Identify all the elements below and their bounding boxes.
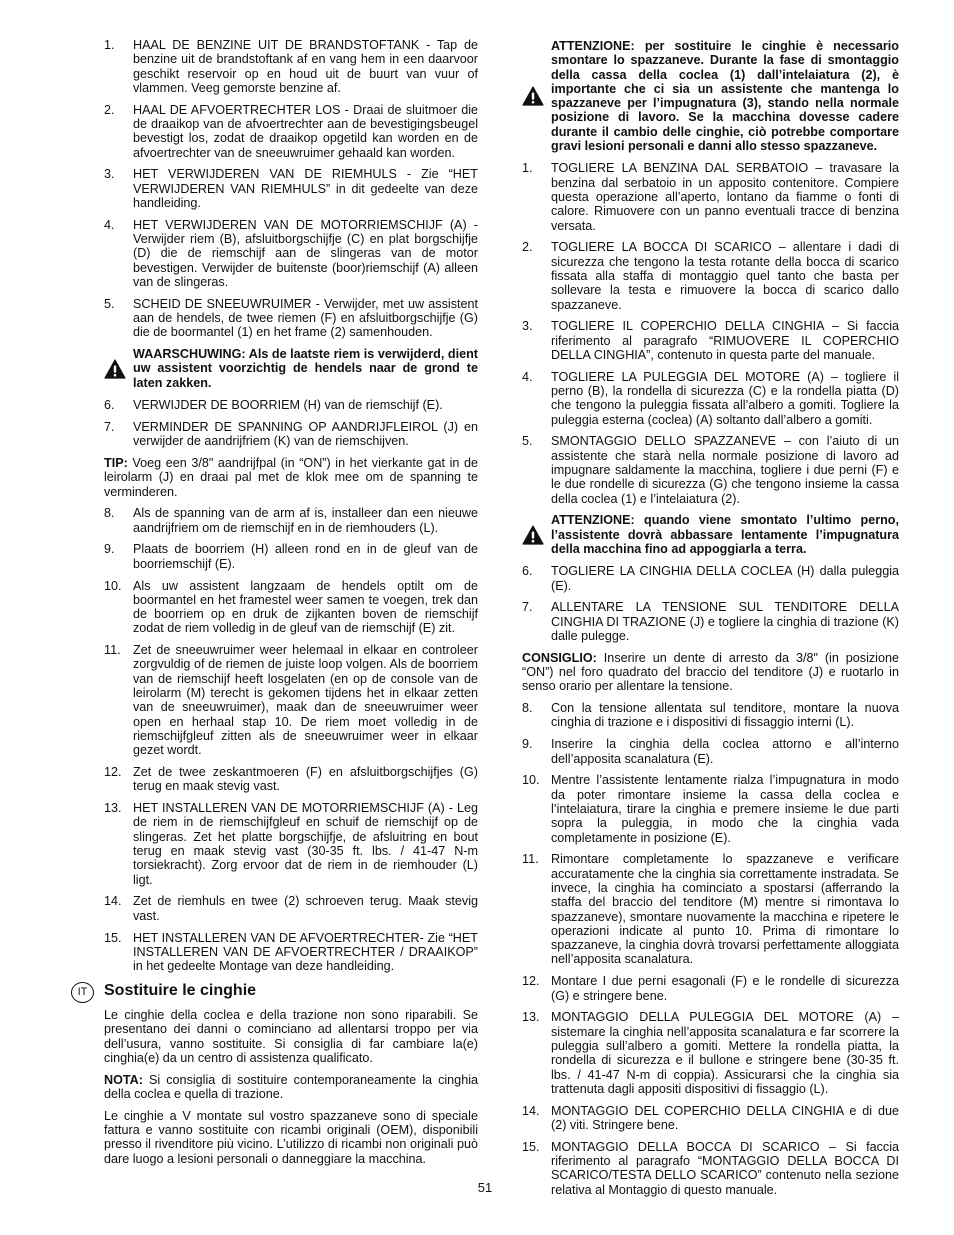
- step-text: TOGLIERE LA CINGHIA DELLA COCLEA (H) dalla puleggia (E).: [551, 564, 899, 593]
- step-number: 1.: [104, 38, 115, 52]
- step-item: [522, 852, 899, 966]
- step-number: 15.: [104, 930, 122, 945]
- step-text: SMONTAGGIO DELLO SPAZZANEVE – con l’aiuto di un assistente che starà nella normale posizione di lavoro ad impugnare saldamente la macchina, togliere i due perni (F) e le due rondelle di sicurezza (G) che tengono insieme la cassa della coclea (1) e l’intelaiatura (2).: [551, 434, 899, 506]
- step-item: [104, 931, 478, 974]
- step-text: HET VERWIJDEREN VAN DE MOTORRIEMSCHIJF (A) - Verwijder riem (B), afsluitborgschijfje (C) en plat borgschijfje (D) die de riemschijf aan de slingeras van de motor bevestigen. Verwijder de buitenste (boor)riemschijf (A) alleen van de slingeras.: [133, 217, 478, 289]
- step-text: MONTAGGIO DELLA PULEGGIA DEL MOTORE (A) – sistemare la cinghia nell’apposita scanalatura e far scorrere la puleggia sull’albero a gomiti. Mettere la rondella piatta, la rondella di sicurezza e il bullone e stringere bene (30-35 ft. lbs. / 41-47 N-m di coppia). Assicurarsi che la cinghia sia trattenuta dagli appositi dispositivi di fissaggio (L).: [551, 1010, 899, 1096]
- step-item: [104, 103, 478, 160]
- step-number: 4.: [522, 369, 533, 384]
- step-text: Zet de twee zeskantmoeren (F) en afsluitborgschijfjes (G) terug en maak stevig vast.: [133, 765, 478, 794]
- step-item: [104, 801, 478, 887]
- tip-text: Voeg een 3/8" aandrijfpal (in “ON”) in het vierkante gat in de leirolarm (J) en draai pal met de klok mee om de spanning te verminderen.: [104, 455, 478, 499]
- step-number: 3.: [104, 167, 115, 182]
- step-item: [522, 737, 899, 766]
- consiglio-paragraph: [522, 651, 899, 694]
- step-number: 14.: [104, 894, 122, 909]
- step-text: Als uw assistent langzaam de hendels optilt om de boormantel en het framestel weer samen te voegen, trek dan de boorriem op en druk de zijkanten boven de riemschijf zodat de riem volledig in de gleuf van de riemschijf (E) zit.: [133, 578, 478, 636]
- warning-it-2-text: ATTENZIONE: quando viene smontato l’ultimo perno, l’assistente dovrà abbassare lentamente l’impugnatura della macchina fino ad appoggiarla a terra.: [551, 513, 899, 556]
- step-text: MONTAGGIO DEL COPERCHIO DELLA CINGHIA e di due (2) viti. Stringere bene.: [551, 1103, 899, 1132]
- tip-label: TIP:: [104, 455, 128, 470]
- step-item: [104, 297, 478, 340]
- step-text: Zet de sneeuwruimer weer helemaal in elkaar en controleer zorgvuldig of de riemen de juiste loop volgen. Als de boorriem van de riemschijf heeft losgelaten (en op de console van de leirolarm (M) terecht is gekomen tijdens het in elkaar zetten van de sneeuwruimer), maak dan de sneeuwruimer weer open en herhaal stap 10. De riem moet volledig in de riemschijfgleuf zitten als de sneeuwruimer weer in elkaar gezet wordt.: [133, 643, 478, 758]
- step-text: Als de spanning van de arm af is, installeer dan een nieuwe aandrijfriem om de riemschijf en in de riemhouders (L).: [133, 506, 478, 535]
- step-text: TOGLIERE IL COPERCHIO DELLA CINGHIA – Si faccia riferimento al paragrafo “RIMUOVERE IL COPERCHIO DELLA CINGHIA”, contenuto in questa parte del manuale.: [551, 319, 899, 362]
- step-text: HAAL DE AFVOERTRECHTER LOS - Draai de sluitmoer die de draaikop van de afvoertrechter aan de bevestigingsbeugel bevestigt los, zodat de draaikop opgetild kan worden en de afvoertrechter van de sneeuwruimer gehaald kan worden.: [133, 102, 478, 160]
- step-item: [104, 643, 478, 757]
- step-text: Zet de riemhuls en twee (2) schroeven terug. Maak stevig vast.: [133, 894, 478, 923]
- step-number: 14.: [522, 1103, 540, 1118]
- step-text: Con la tensione allentata sul tenditore, montare la nuova cinghia di trazione e i dispositivi di fissaggio interni (L).: [551, 701, 899, 730]
- warning-it-1: [522, 39, 899, 153]
- steps-list-nl-b: [104, 398, 478, 448]
- step-number: 8.: [522, 701, 533, 716]
- warning-nl: [104, 347, 478, 390]
- step-item: [522, 161, 899, 232]
- step-item: [104, 420, 478, 449]
- section-title: Sostituire le cinghie: [104, 981, 257, 999]
- warning-icon: [104, 359, 126, 379]
- step-item: [522, 701, 899, 730]
- steps-list-it-b: [522, 564, 899, 643]
- step-number: 6.: [104, 398, 115, 413]
- step-item: [522, 1010, 899, 1096]
- step-text: SCHEID DE SNEEUWRUIMER - Verwijder, met uw assistent aan de hendels, de twee riemen (F) en afsluitborgschijfje (G) die de boormantel (1) en het frame (2) samenhouden.: [133, 296, 478, 340]
- step-item: [104, 38, 478, 95]
- warning-icon: [522, 525, 544, 545]
- tip-paragraph: [104, 456, 478, 499]
- step-number: 4.: [104, 217, 115, 232]
- warning-it-2: [522, 513, 899, 556]
- step-text: VERMINDER DE SPANNING OP AANDRIJFLEIROL (J) en verwijder de aandrijfriem (K) van de riemschijven.: [133, 419, 478, 449]
- consiglio-label: CONSIGLIO:: [522, 650, 597, 665]
- step-text: MONTAGGIO DELLA BOCCA DI SCARICO – Si faccia riferimento al paragrafo “MONTAGGIO DELLA BOCCA DI SCARICO/TESTA DELLO SCARICO” contenuto nella sezione relativa al Montaggio di questo manuale.: [551, 1139, 899, 1197]
- step-text: TOGLIERE LA PULEGGIA DEL MOTORE (A) – togliere il perno (B), la rondella di sicurezza (C) e la rondella piatta (D) che tengono la puleggia fissata all’albero a gomiti. Togliere la puleggia esterna (coclea) (A) soltanto dall’albero a gomiti.: [551, 369, 899, 427]
- step-number: 12.: [104, 765, 122, 780]
- step-item: [522, 319, 899, 362]
- step-text: HET INSTALLEREN VAN DE MOTORRIEMSCHIJF (A) - Leg de riem in de riemschijfgleuf en schuif de riemschijf op de slingeras. Zet het platte borgschijfje, de afsluitring en bout terug en maak stevig vast (30-35 ft. lbs. / 41-47 N-m torsiekracht). Zorg ervoor dat de riem in de riemhouder (L) ligt.: [133, 801, 478, 887]
- warning-icon: [522, 86, 544, 106]
- step-item: [104, 167, 478, 210]
- step-number: 8.: [104, 506, 115, 521]
- step-number: 13.: [104, 801, 122, 816]
- nota-paragraph: [104, 1073, 478, 1102]
- step-text: HET VERWIJDEREN VAN DE RIEMHULS - Zie “HET VERWIJDEREN VAN RIEMHULS” in dit gedeelte van deze handleiding.: [133, 167, 478, 210]
- step-number: 3.: [522, 319, 533, 334]
- step-number: 9.: [104, 542, 115, 557]
- step-text: Montare I due perni esagonali (F) e le rondelle di sicurezza (G) e stringere bene.: [551, 974, 899, 1003]
- step-item: [522, 1104, 899, 1133]
- step-number: 11.: [522, 852, 539, 867]
- left-column: [77, 38, 478, 1173]
- steps-list-nl-c: [104, 506, 478, 973]
- step-text: TOGLIERE LA BOCCA DI SCARICO – allentare i dadi di sicurezza che tengono la testa rotante della bocca di scarico fissata alla staffa di montaggio quel tanto che basta per sollevare la testa e rimuovere la bocca di scarico dallo spazzaneve.: [551, 240, 899, 312]
- step-text: Mentre l’assistente lentamente rialza l’impugnatura in modo da poter rimontare insieme la cassa della coclea e l’intelaiatura, tirare la cinghia e premere insieme le due parti sopra la puleggia, in modo che la cinghia vada completamente in posizione (E).: [551, 773, 899, 845]
- step-item: [104, 579, 478, 636]
- step-text: Rimontare completamente lo spazzaneve e verificare accuratamente che la cinghia sia correttamente instradata. Se invece, la cinghia ha cominciato a spostarsi (afferrando la staffa del braccio del tenditore (M) mentre si rimontava lo spazzaneve), smontare nuovamente la macchina e ripetere le operazioni indicate al punto 10. Prima di rimontare lo spazzaneve, la cinghia dovrà trovarsi perfettamente alloggiata nell’apposita scanalatura.: [551, 852, 899, 967]
- steps-list-it-c: [522, 701, 899, 1197]
- step-number: 9.: [522, 737, 533, 752]
- step-item: [522, 1140, 899, 1197]
- step-text: HAAL DE BENZINE UIT DE BRANDSTOFTANK - Tap de benzine uit de brandstoftank af en vang hem in een daarvoor geschikt reservoir op en houd uit de buurt van vuur of vlammen. Veeg gemorste benzine af.: [133, 38, 478, 95]
- step-item: [104, 398, 478, 412]
- step-text: HET INSTALLEREN VAN DE AFVOERTRECHTER- Zie “HET INSTALLEREN VAN DE AFVOERTRECHTER / DRAAIKOP” in het gedeelte Montage van deze handleiding.: [133, 930, 478, 974]
- step-item: [104, 542, 478, 571]
- steps-list-it-a: [522, 161, 899, 506]
- step-number: 15.: [522, 1139, 540, 1154]
- step-item: [104, 765, 478, 794]
- page-number: 51: [477, 1180, 493, 1195]
- nota-text: Si consiglia di sostituire contemporaneamente la cinghia della coclea e quella di trazione.: [104, 1072, 478, 1101]
- step-text: Inserire la cinghia della coclea attorno e all’interno dell’apposita scanalatura (E).: [551, 737, 899, 766]
- intro-paragraph: Le cinghie della coclea e della trazione non sono riparabili. Se presentano dei danni o cominciano ad allentarsi troppo per via dell’usura, vanno sostituite. Si consiglia di far cambiare la(e) cinghia(e) da un centro di assistenza qualificato.: [104, 1007, 478, 1065]
- step-item: [522, 564, 899, 593]
- step-item: [104, 894, 478, 923]
- step-text: TOGLIERE LA BENZINA DAL SERBATOIO – travasare la benzina dal serbatoio in un apposito contenitore. Compiere questa operazione all’aperto, lontano da fiamme o fonti di calore. Rimuovere con un panno eventuali tracce di benzina versata.: [551, 161, 899, 233]
- right-column: [522, 38, 899, 1204]
- step-item: [522, 974, 899, 1003]
- section-heading-it: [77, 981, 478, 1001]
- step-number: 12.: [522, 974, 540, 989]
- nota-label: NOTA:: [104, 1072, 143, 1087]
- step-number: 1.: [522, 161, 533, 176]
- steps-list-nl-a: [104, 38, 478, 340]
- step-item: [522, 434, 899, 505]
- step-item: [522, 370, 899, 427]
- consiglio-text: Inserire un dente di arresto da 3/8" (in posizione “ON”) nel foro quadrato del braccio del tenditore (J) e ruotarlo in senso orario per allentare la tensione.: [522, 650, 899, 694]
- step-item: [522, 773, 899, 844]
- step-number: 10.: [104, 578, 122, 593]
- warning-it-1-text: ATTENZIONE: per sostituire le cinghie è necessario smontare lo spazzaneve. Durante la fase di smontaggio della cassa della coclea (1) dall’intelaiatura (2), è importante che ci sia un assistente che mantenga lo spazzaneve per l’impugnatura (3), stando nella normale posizione di lavoro. Se la macchina dovesse cadere durante il cambio delle cinghie, ciò potrebbe comportare gravi lesioni personali e danni allo stesso spazzaneve.: [551, 39, 899, 154]
- step-number: 7.: [104, 419, 115, 434]
- step-number: 13.: [522, 1010, 540, 1025]
- step-text: ALLENTARE LA TENSIONE SUL TENDITORE DELLA CINGHIA DI TRAZIONE (J) e togliere la cinghia di trazione (K) dalle pulegge.: [551, 600, 899, 643]
- step-number: 2.: [104, 102, 115, 117]
- step-item: [104, 506, 478, 535]
- language-badge: IT: [71, 982, 94, 1003]
- oem-paragraph: Le cinghie a V montate sul vostro spazzaneve sono di speciale fattura e vanno sostituite con ricambi originali (OEM), disponibili presso il rivenditore più vicino. L’utilizzo di ricambi non originali può dare luogo a lesioni personali o danneggiare la macchina.: [104, 1108, 478, 1166]
- step-text: VERWIJDER DE BOORRIEM (H) van de riemschijf (E).: [133, 398, 443, 413]
- step-text: Plaats de boorriem (H) alleen rond en in de gleuf van de boorriemschijf (E).: [133, 542, 478, 571]
- step-item: [522, 240, 899, 311]
- step-number: 10.: [522, 773, 540, 788]
- step-number: 5.: [104, 296, 115, 311]
- step-number: 11.: [104, 643, 121, 658]
- step-item: [104, 218, 478, 289]
- warning-nl-text: WAARSCHUWING: Als de laatste riem is verwijderd, dient uw assistent voorzichtig de hendels naar de grond te laten zakken.: [133, 347, 478, 390]
- step-number: 5.: [522, 434, 533, 449]
- step-number: 7.: [522, 600, 533, 615]
- step-number: 6.: [522, 564, 533, 579]
- step-item: [522, 600, 899, 643]
- step-number: 2.: [522, 240, 533, 255]
